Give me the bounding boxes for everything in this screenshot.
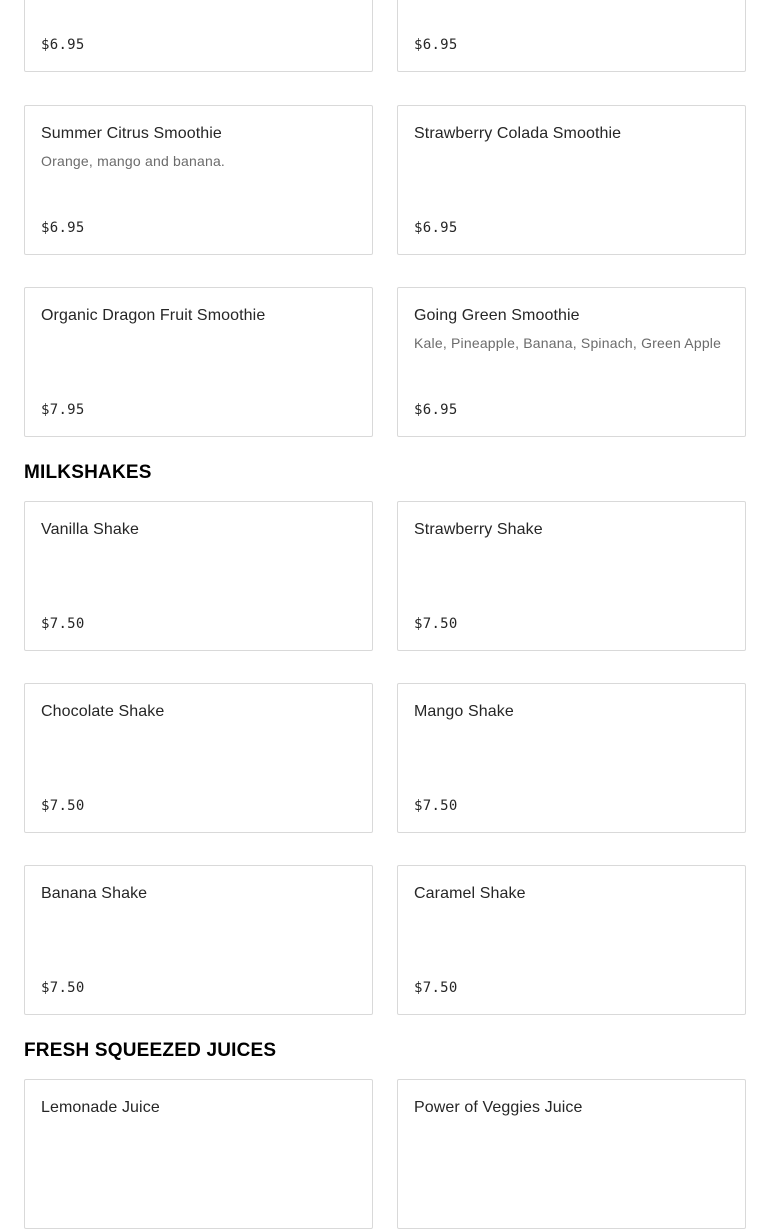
menu-item-card[interactable] [397, 0, 746, 72]
item-price: $6.95 [414, 37, 458, 53]
item-name: Banana Shake [41, 885, 148, 902]
section-title-milkshakes: MILKSHAKES [24, 462, 152, 483]
item-name: Caramel Shake [414, 885, 526, 902]
item-price: $6.95 [41, 220, 85, 236]
menu-item-card[interactable] [397, 1079, 746, 1229]
item-price: $6.95 [41, 37, 85, 53]
menu-item-card[interactable] [397, 501, 746, 651]
menu-item-card[interactable] [397, 865, 746, 1015]
item-description: Orange, mango and banana. [41, 153, 226, 169]
item-price: $7.50 [414, 616, 458, 632]
item-price: $7.95 [41, 402, 85, 418]
item-name: Summer Citrus Smoothie [41, 125, 222, 142]
item-price: $7.50 [414, 980, 458, 996]
menu-item-card[interactable] [24, 287, 373, 437]
section-title-juices: FRESH SQUEEZED JUICES [24, 1040, 277, 1061]
item-price: $7.50 [414, 798, 458, 814]
menu-item-card[interactable] [24, 1079, 373, 1229]
item-price: $7.50 [41, 980, 85, 996]
item-name: Chocolate Shake [41, 703, 165, 720]
item-price: $6.95 [414, 220, 458, 236]
item-name: Going Green Smoothie [414, 307, 580, 324]
menu-item-card[interactable] [24, 105, 373, 255]
item-name: Vanilla Shake [41, 521, 139, 538]
item-name: Lemonade Juice [41, 1099, 160, 1116]
item-price: $7.50 [41, 616, 85, 632]
menu-item-card[interactable] [24, 0, 373, 72]
item-name: Mango Shake [414, 703, 514, 720]
item-name: Power of Veggies Juice [414, 1099, 583, 1116]
menu-item-card[interactable] [397, 287, 746, 437]
item-name: Organic Dragon Fruit Smoothie [41, 307, 266, 324]
menu-item-card[interactable] [24, 683, 373, 833]
item-description: Kale, Pineapple, Banana, Spinach, Green Apple [414, 335, 722, 351]
menu-item-card[interactable] [397, 683, 746, 833]
menu-item-card[interactable] [24, 865, 373, 1015]
item-price: $6.95 [414, 402, 458, 418]
menu-item-card[interactable] [24, 501, 373, 651]
item-name: Strawberry Shake [414, 521, 543, 538]
item-price: $7.50 [41, 798, 85, 814]
item-name: Strawberry Colada Smoothie [414, 125, 622, 142]
menu-item-card[interactable] [397, 105, 746, 255]
